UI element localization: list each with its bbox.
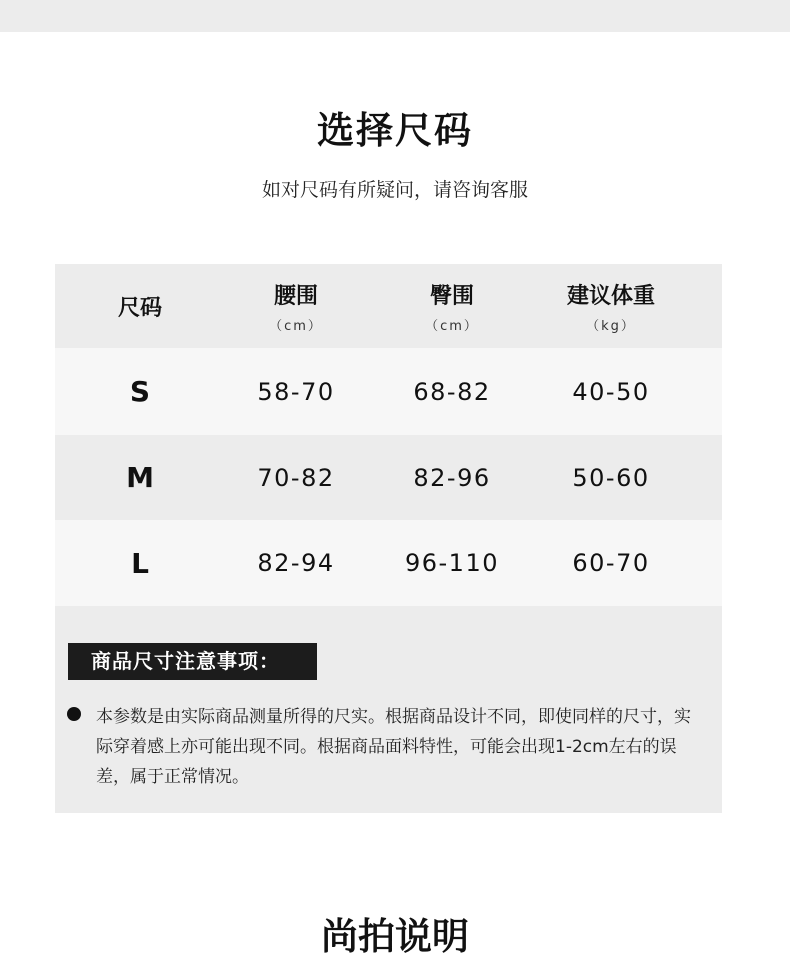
column-unit: （cm） <box>425 318 479 334</box>
column-label: 建议体重 <box>566 283 655 309</box>
column-header-waist <box>245 264 347 348</box>
top-band <box>0 0 790 32</box>
notes-text: 本参数是由实际商品测量所得的尺实。根据商品设计不同，即使同样的尺寸，实际穿着感上亦可能出现不同。根据商品面料特性，可能会出现1-2cm左右的误差，属于正常情况。 <box>96 707 691 787</box>
weight-cell: 50-60 <box>572 463 650 492</box>
column-unit: （cm） <box>269 318 323 334</box>
column-label: 尺码 <box>117 295 162 321</box>
column-header-weight <box>549 264 673 348</box>
table-row <box>55 435 722 520</box>
page-title: 选择尺码 <box>317 109 473 152</box>
size-cell: M <box>126 461 154 494</box>
waist-cell: 82-94 <box>257 549 335 577</box>
column-label: 臀围 <box>429 283 474 309</box>
size-cell: L <box>131 546 149 580</box>
waist-cell: 58-70 <box>257 377 335 406</box>
waist-cell: 70-82 <box>257 463 335 492</box>
hip-cell: 82-96 <box>413 463 491 492</box>
notes-heading: 商品尺寸注意事项： <box>68 643 317 680</box>
table-row <box>55 520 722 606</box>
hip-cell: 96-110 <box>404 549 499 577</box>
weight-cell: 40-50 <box>572 377 650 406</box>
column-label: 腰围 <box>273 283 318 309</box>
table-row <box>55 348 722 435</box>
bullet-icon <box>67 707 81 721</box>
column-header-size <box>90 264 190 348</box>
page-subtitle: 如对尺码有所疑问，请咨询客服 <box>261 179 528 201</box>
next-section-title: 尚拍说明 <box>321 915 469 958</box>
column-unit: （kg） <box>586 318 636 334</box>
column-header-hip <box>401 264 503 348</box>
size-notes-panel <box>55 606 722 813</box>
hip-cell: 68-82 <box>413 377 491 406</box>
weight-cell: 60-70 <box>572 549 650 577</box>
size-cell: S <box>129 375 151 408</box>
table-header-row <box>55 264 722 348</box>
